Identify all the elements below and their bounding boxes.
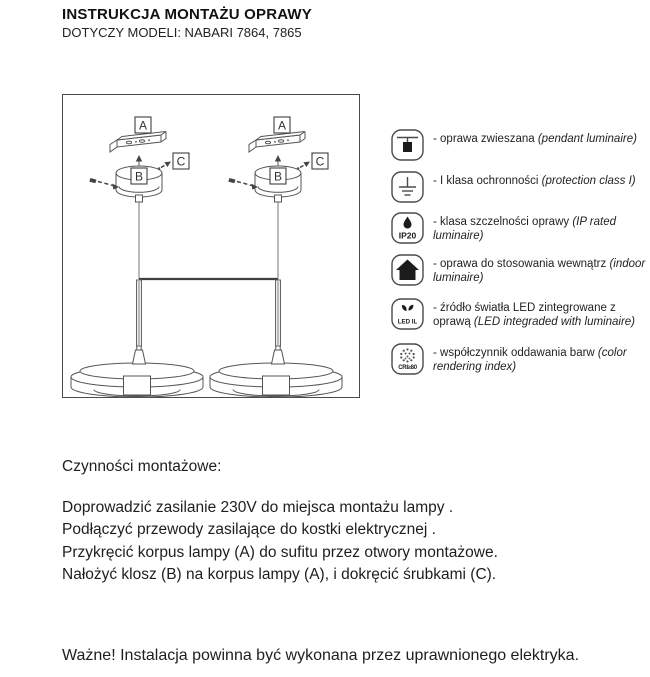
diagram-label-a: A — [277, 118, 287, 133]
lampshade — [71, 363, 203, 397]
instructions-heading: Czynności montażowe: — [62, 458, 222, 475]
mounting-diagram — [62, 94, 360, 398]
instruction-step: Przykręcić korpus lampy (A) do sufitu przez otwory montażowe. — [62, 543, 498, 561]
legend-item-indoor — [391, 254, 647, 286]
legend-label-pl: - źródło światła LED zintegrowane z oprawą — [433, 302, 616, 328]
driver-box — [263, 376, 290, 395]
ip-rating-icon — [391, 212, 424, 244]
indoor-use-icon — [391, 254, 424, 286]
lampshade — [210, 363, 342, 397]
diagram-frame — [63, 95, 360, 398]
instructions-steps — [62, 497, 498, 586]
legend-text — [433, 346, 647, 374]
legend-label-pl: - I klasa ochronności — [433, 175, 539, 187]
driver-box — [124, 376, 151, 395]
legend-label-pl: - współczynnik oddawania barw — [433, 347, 595, 359]
legend-item-protection-class — [391, 171, 647, 203]
dotted-sphere — [400, 348, 415, 362]
legend-item-ip-rating — [391, 212, 647, 244]
legend-text — [433, 301, 647, 329]
legend-label-en: (LED integraded with luminaire) — [473, 316, 635, 328]
cone-connector — [272, 350, 285, 364]
lamp-assembly-left — [71, 117, 203, 397]
page-title: INSTRUKCJA MONTAŻU OPRAWY — [62, 6, 312, 23]
page-subtitle: DOTYCZY MODELI: NABARI 7864, 7865 — [62, 25, 302, 40]
legend-text — [433, 174, 647, 188]
legend-text — [433, 257, 647, 285]
diagram-label-b: B — [273, 169, 283, 184]
legend-label-pl: - klasa szczelności oprawy — [433, 216, 570, 228]
legend-label-en: (IP rated luminaire) — [433, 216, 617, 242]
legend-label-en: (protection class I) — [541, 175, 636, 187]
legend-text — [433, 215, 647, 243]
legend-label-en: (indoor luminaire) — [433, 258, 646, 284]
legend-item-led — [391, 298, 647, 330]
color-rendering-icon — [391, 343, 424, 375]
instruction-step: Nałożyć klosz (B) na korpus lampy (A), i dokręcić śrubkami (C). — [62, 565, 497, 583]
pendant-luminaire-icon — [391, 129, 424, 161]
diagram-label-a: A — [138, 118, 148, 133]
screw-icon — [228, 178, 235, 183]
legend-label-en: (pendant luminaire) — [537, 133, 637, 145]
cone-connector — [133, 350, 146, 364]
svg-text:LED IL: LED IL — [397, 318, 418, 326]
led-integrated-icon — [391, 298, 424, 330]
legend-text — [433, 132, 647, 146]
legend-item-cri — [391, 343, 647, 375]
diagram-label-b: B — [134, 169, 144, 184]
legend-label-pl: - oprawa zwieszana — [433, 133, 535, 145]
protection-class-icon — [391, 171, 424, 203]
lamp-assembly-right — [210, 117, 342, 397]
warning-text: Ważne! Instalacja powinna być wykonana przez uprawnionego elektryka. — [62, 647, 580, 664]
screw-icon — [158, 167, 161, 170]
diagram-label-c: C — [176, 154, 186, 169]
diagram-label-c: C — [315, 154, 325, 169]
svg-text:IP20: IP20 — [398, 230, 417, 241]
legend-item-pendant — [391, 129, 647, 161]
screw-icon — [297, 167, 300, 170]
legend-label-en: (color rendering index) — [433, 347, 627, 373]
instruction-step: Podłączyć przewody zasilające do kostki elektrycznej . — [62, 521, 436, 539]
svg-text:CRI≥80: CRI≥80 — [398, 365, 417, 371]
instruction-step: Doprowadzić zasilanie 230V do miejsca montażu lampy . — [62, 499, 454, 516]
legend-label-pl: - oprawa do stosowania wewnątrz — [433, 258, 607, 270]
screw-icon — [89, 178, 96, 183]
